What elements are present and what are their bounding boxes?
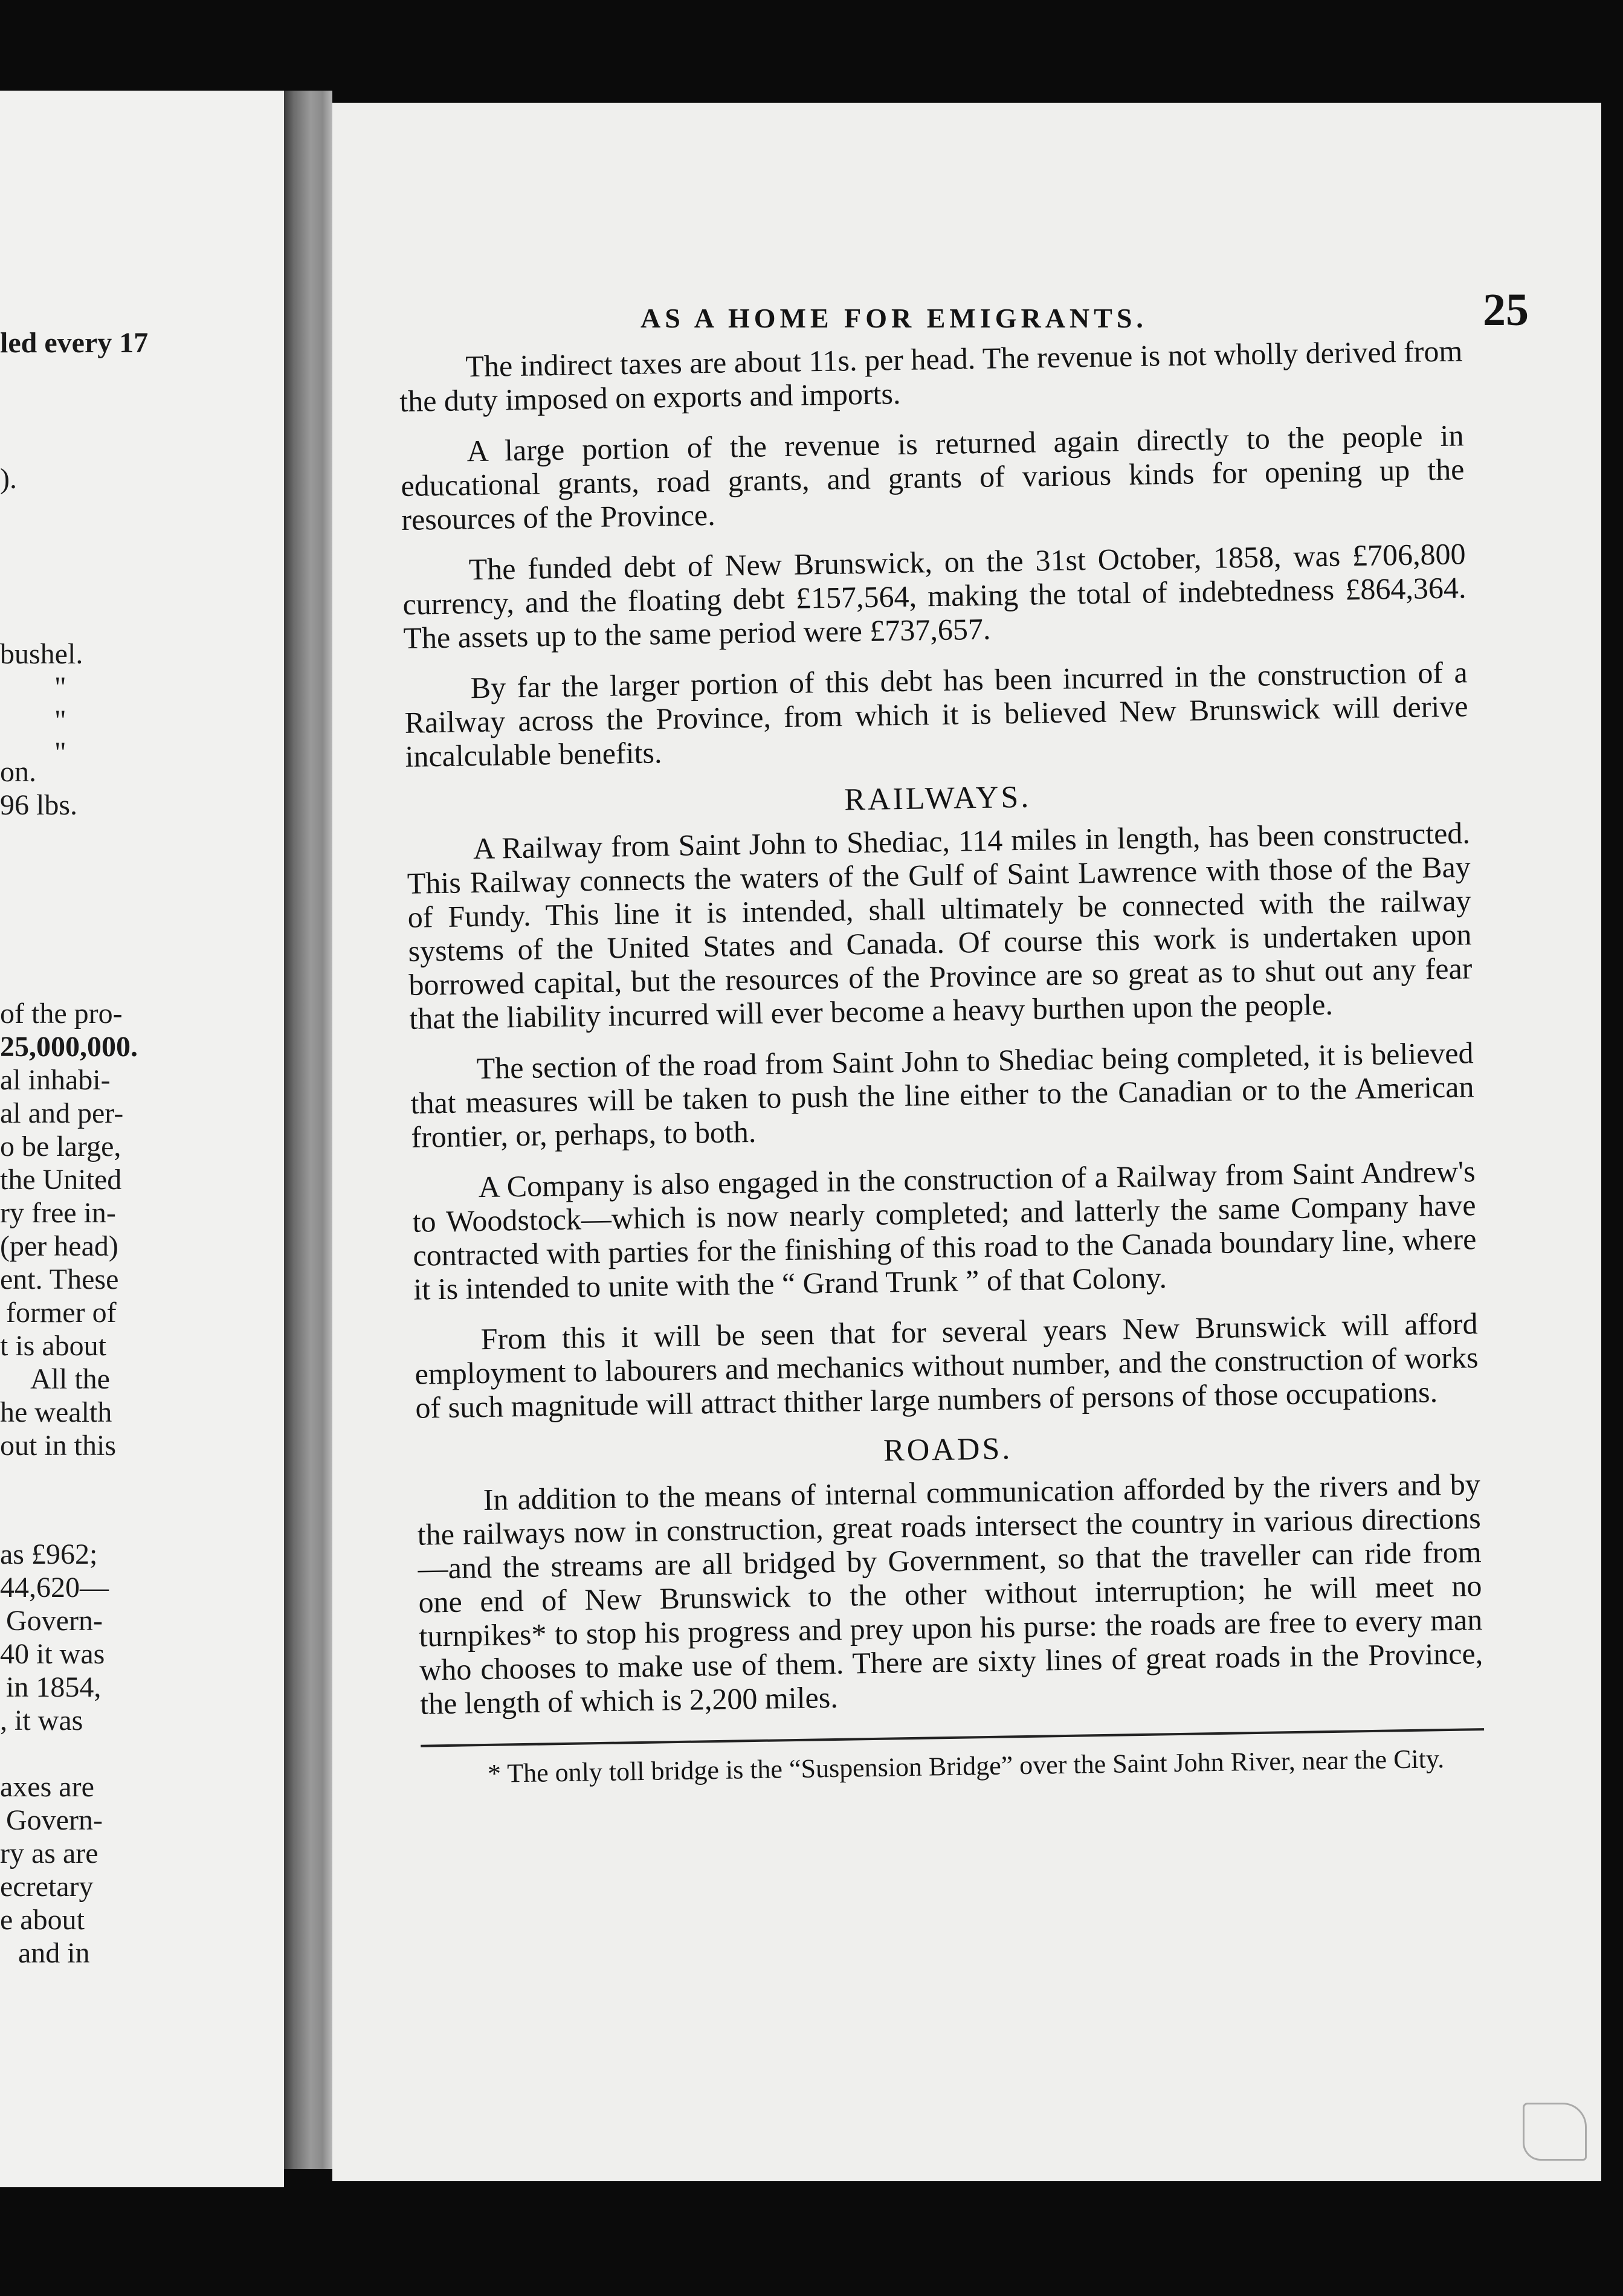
paragraph: The indirect taxes are about 11s. per head. The revenue is not wholly derived from the duty imposed on exports and imports. — [399, 334, 1463, 418]
left-page-fragment: bushel. — [0, 638, 83, 670]
left-page-fragment: the United — [0, 1164, 122, 1196]
left-page-fragment: ecretary — [0, 1871, 94, 1903]
section-heading-railways: RAILWAYS. — [844, 779, 1031, 817]
left-page-fragment: All the — [30, 1363, 110, 1395]
book-gutter-shadow — [284, 91, 332, 2169]
left-page-fragment: ry free in- — [0, 1197, 116, 1229]
paragraph: A large portion of the revenue is returned again directly to the people in educational grants, road grants, and grants of various kinds for opening up the resources of the Province. — [401, 418, 1465, 537]
left-page-fragment: 25,000,000. — [0, 1031, 138, 1063]
paragraph: A Company is also engaged in the construction of a Railway from Saint Andrew's to Woodstock—which is now nearly completed; and latterly the same Company have contracted with parties for the finishing of this road to the Canada boundary line, where it is intended to unite with the “ Grand Trunk ” of that Colony. — [412, 1154, 1477, 1306]
left-page-fragment: he wealth — [0, 1396, 112, 1428]
section-heading-roads: ROADS. — [883, 1431, 1013, 1468]
footnote: * The only toll bridge is the “Suspension Bridge” over the Saint John River, near the City. — [487, 1744, 1445, 1788]
footnote-divider — [421, 1728, 1484, 1747]
left-page-fragment: al inhabi- — [0, 1064, 111, 1096]
left-page-fragment: " — [54, 705, 66, 737]
left-page-fragment: ent. These — [0, 1263, 119, 1295]
left-page-fragment: led every 17 — [0, 327, 149, 359]
left-page-fragment: of the pro- — [0, 998, 123, 1030]
left-page-fragment: 96 lbs. — [0, 789, 78, 821]
left-page-fragment: ). — [0, 463, 17, 495]
paragraph: In addition to the means of internal communication afforded by the rivers and by the railways now in construction, great roads intersect the country in various directions—and the streams are all bridged by Government, so that the traveller can ride from one end of New Brunswick to the other without interruption; he will meet no turnpikes* to stop his progress and prey upon his purse: the roads are free to every man who chooses to make use of them. There are sixty lines of great roads in the Province, the length of which is 2,200 miles. — [417, 1467, 1483, 1721]
left-page-fragment: al and per- — [0, 1097, 124, 1129]
left-page-fragment: out in this — [0, 1430, 117, 1462]
left-page-fragment: on. — [0, 756, 36, 788]
book-page — [332, 103, 1601, 2181]
left-page-fragment: in 1854, — [6, 1671, 102, 1703]
previous-page-strip — [0, 91, 284, 2187]
left-page-fragment: e about — [0, 1904, 85, 1936]
paragraph: The section of the road from Saint John to Shediac being completed, it is believed that measures will be taken to push the line either to the Canadian or to the American frontier, or, perhaps, to both. — [410, 1036, 1474, 1154]
left-page-fragment: ry as are — [0, 1837, 98, 1869]
running-title: AS A HOME FOR EMIGRANTS. — [640, 303, 1147, 334]
page-corner-curl — [1523, 2103, 1587, 2161]
page-number: 25 — [1483, 285, 1529, 335]
paragraph: From this it will be seen that for several years New Brunswick will afford employment to labourers and mechanics without number, and the construction of works of such magnitude will attract thither large numbers of persons of those occupations. — [415, 1306, 1479, 1425]
paragraph: By far the larger portion of this debt has been incurred in the construction of a Railway across the Province, from which it is believed New Brunswick will derive incalculable benefits. — [404, 655, 1468, 773]
left-page-fragment: , it was — [0, 1704, 83, 1737]
left-page-fragment: " — [54, 737, 66, 769]
left-page-fragment: Govern- — [6, 1804, 103, 1836]
left-page-fragment: 40 it was — [0, 1638, 105, 1670]
left-page-fragment: as £962; — [0, 1538, 98, 1570]
left-page-fragment: 44,620— — [0, 1572, 109, 1604]
page-body — [399, 334, 1485, 1807]
paragraph: The funded debt of New Brunswick, on the 31st October, 1858, was £706,800 currency, and the floating debt £157,564, making the total of indebtedness £864,364. The assets up to the same period were £737,657. — [402, 537, 1467, 655]
left-page-fragment: (per head) — [0, 1230, 118, 1262]
left-page-fragment: " — [54, 671, 66, 703]
left-page-fragment: axes are — [0, 1771, 94, 1803]
left-page-fragment: o be large, — [0, 1130, 121, 1163]
left-page-fragment: t is about — [0, 1330, 106, 1362]
paragraph: A Railway from Saint John to Shediac, 114 miles in length, has been constructed. This Railway connects the waters of the Gulf of Saint Lawrence with those of the Bay of Fundy. This line it is intended, shall ultimately be connected with the railway systems of the United States and Canada. Of course this work is undertaken upon borrowed capital, but the resources of the Province are so great as to shut out any fear that the liability incurred will ever become a heavy burthen upon the people. — [407, 816, 1473, 1036]
left-page-fragment: Govern- — [6, 1605, 103, 1637]
left-page-fragment: and in — [18, 1937, 90, 1969]
left-page-fragment: former of — [6, 1297, 117, 1329]
